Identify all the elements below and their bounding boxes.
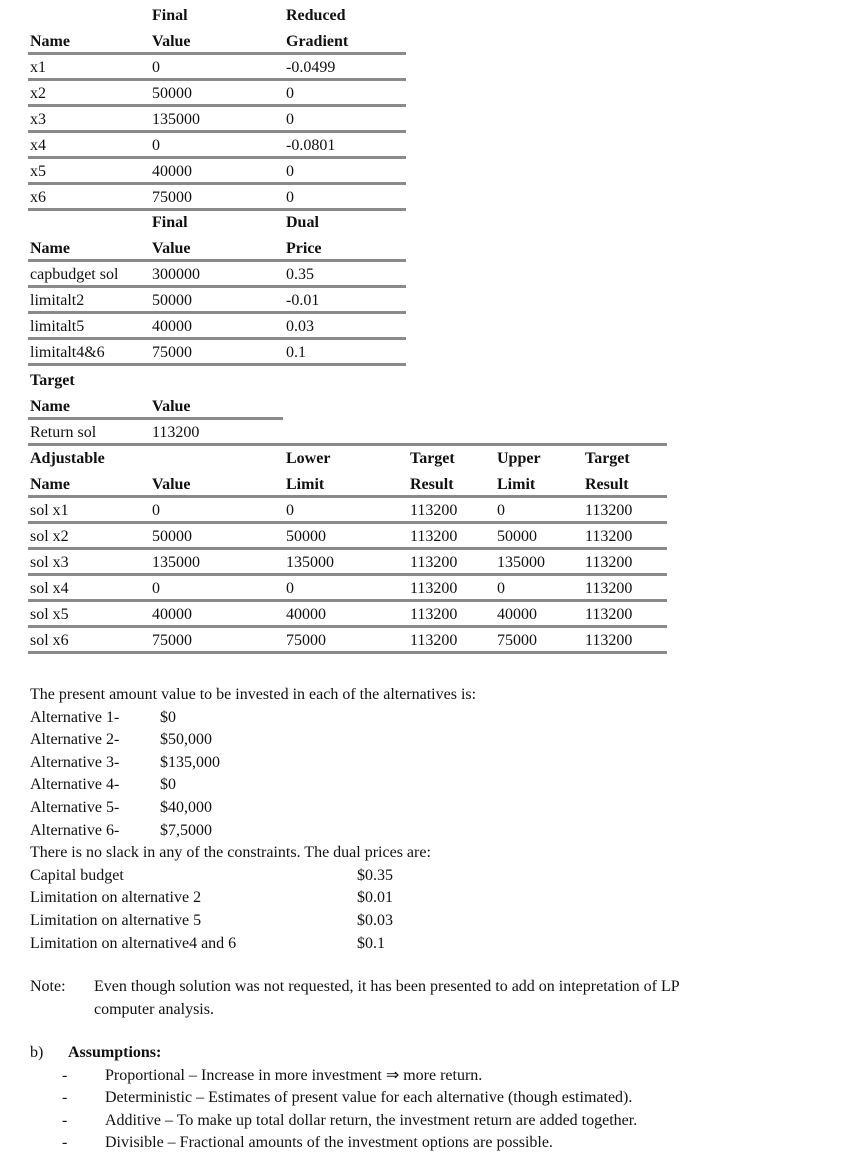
column-header: Value	[152, 240, 191, 257]
table-cell: 40000	[286, 606, 326, 623]
table-row	[28, 107, 406, 133]
table-cell: 75000	[286, 632, 326, 649]
dual-price-value: $0.35	[357, 866, 393, 884]
table-row	[28, 524, 667, 550]
header-row	[28, 368, 283, 394]
table-cell: 75000	[152, 632, 192, 649]
table-cell: 113200	[585, 632, 633, 649]
column-header: Lower	[286, 450, 331, 467]
table-cell: 113200	[410, 632, 458, 649]
table-cell: 0	[497, 502, 505, 519]
header-row	[28, 394, 283, 420]
table-cell: 0.1	[286, 344, 306, 361]
table-cell: sol x4	[30, 580, 69, 597]
dual-price-label: Limitation on alternative 5	[30, 911, 202, 929]
table-row	[28, 576, 667, 602]
header-row	[28, 210, 406, 236]
table-cell: 75000	[497, 632, 537, 649]
table-cell: 0	[286, 502, 294, 519]
table-cell: Return sol	[30, 424, 97, 441]
table-cell: 113200	[410, 554, 458, 571]
alternative-amount: $50,000	[160, 731, 212, 749]
table-cell: 0.03	[286, 318, 314, 335]
table-cell: 135000	[152, 111, 200, 128]
table-cell: 40000	[152, 606, 192, 623]
table-cell: -0.0801	[286, 137, 336, 154]
slack-text: There is no slack in any of the constraints. The dual prices are:	[30, 844, 431, 862]
alternative-amount: $40,000	[160, 798, 212, 816]
bullet-dash: -	[62, 1111, 68, 1129]
table-cell: limitalt5	[30, 318, 85, 335]
section-label: b)	[30, 1044, 44, 1061]
column-header: Name	[30, 33, 70, 50]
table-row	[28, 628, 667, 654]
assumption-text: Additive – To make up total dollar return, the investment return are added together.	[105, 1111, 638, 1129]
alternative-label: Alternative 1-	[30, 708, 120, 726]
table-cell: -0.01	[286, 292, 320, 309]
table-cell: limitalt4&6	[30, 344, 105, 361]
table-row	[28, 498, 667, 524]
column-header: Limit	[497, 476, 536, 493]
table-cell: -0.0499	[286, 59, 336, 76]
table-cell: 113200	[585, 606, 633, 623]
table-cell: 135000	[497, 554, 545, 571]
table-cell: 0	[152, 137, 160, 154]
table-row	[28, 81, 406, 107]
column-header: Target	[410, 450, 455, 467]
column-header: Value	[152, 33, 191, 50]
column-header: Price	[286, 240, 322, 257]
table-cell: x1	[30, 59, 46, 76]
column-header: Limit	[286, 476, 325, 493]
table-row	[28, 133, 406, 159]
table-row	[28, 185, 406, 211]
dual-price-label: Limitation on alternative4 and 6	[30, 934, 237, 952]
table-cell: 113200	[585, 580, 633, 597]
table-cell: 0.35	[286, 266, 314, 283]
note-line-1: Even though solution was not requested, it has been presented to add on intepretation of LP	[94, 978, 680, 995]
table-row	[28, 262, 406, 288]
table-cell: 40000	[152, 318, 192, 335]
column-header: Name	[30, 476, 70, 493]
table-cell: 40000	[152, 163, 192, 180]
header-row	[28, 472, 667, 498]
table-row	[28, 314, 406, 340]
table-cell: 113200	[410, 606, 458, 623]
alternative-label: Alternative 4-	[30, 776, 120, 794]
constraints-table	[28, 210, 406, 366]
column-header: Target	[585, 450, 630, 467]
table-cell: capbudget sol	[30, 266, 119, 283]
alternative-label: Alternative 2-	[30, 731, 120, 749]
table-row	[28, 550, 667, 576]
table-cell: sol x6	[30, 632, 69, 649]
table-cell: 50000	[152, 292, 192, 309]
table-cell: 113200	[585, 528, 633, 545]
bullet-dash: -	[62, 1089, 68, 1107]
table-cell: 113200	[585, 554, 633, 571]
assumption-text: Divisible – Fractional amounts of the investment options are possible.	[105, 1134, 553, 1152]
assumption-text: Deterministic – Estimates of present value for each alternative (though estimated).	[105, 1089, 633, 1107]
table-cell: x3	[30, 111, 46, 128]
table-cell: 50000	[152, 85, 192, 102]
dual-price-label: Capital budget	[30, 866, 124, 884]
column-header: Dual	[286, 214, 319, 231]
table-cell: x2	[30, 85, 46, 102]
table-cell: 135000	[152, 554, 200, 571]
table-cell: sol x1	[30, 502, 69, 519]
header-row	[28, 29, 406, 55]
alternative-amount: $7,5000	[160, 821, 212, 839]
table-row	[28, 159, 406, 185]
table-cell: 113200	[410, 502, 458, 519]
table-cell: 113200	[410, 528, 458, 545]
table-cell: 50000	[497, 528, 537, 545]
alternative-amount: $135,000	[160, 753, 220, 771]
table-cell: 0	[286, 111, 294, 128]
column-header: Value	[152, 476, 191, 493]
table-row	[28, 602, 667, 628]
table-cell: 0	[286, 580, 294, 597]
table-cell: 50000	[152, 528, 192, 545]
dual-price-label: Limitation on alternative 2	[30, 889, 202, 907]
table-cell: 40000	[497, 606, 537, 623]
alternative-label: Alternative 6-	[30, 821, 120, 839]
dual-price-value: $0.03	[357, 911, 393, 929]
column-header: Target	[30, 372, 75, 389]
column-header: Name	[30, 398, 70, 415]
table-cell: 0	[497, 580, 505, 597]
alternative-amount: $0	[160, 708, 176, 726]
table-cell: sol x5	[30, 606, 69, 623]
table-cell: sol x3	[30, 554, 69, 571]
table-cell: 0	[152, 580, 160, 597]
table-cell: 0	[286, 85, 294, 102]
alternative-label: Alternative 5-	[30, 798, 120, 816]
table-cell: 75000	[152, 344, 192, 361]
table-cell: limitalt2	[30, 292, 85, 309]
column-header: Reduced	[286, 7, 346, 24]
column-header: Adjustable	[30, 450, 105, 467]
table-cell: 0	[152, 502, 160, 519]
table-cell: x5	[30, 163, 46, 180]
table-row	[28, 55, 406, 81]
header-row	[28, 446, 667, 472]
dual-price-value: $0.01	[357, 889, 393, 907]
note-line-2: computer analysis.	[94, 1000, 214, 1018]
column-header: Final	[152, 214, 188, 231]
adjustable-table	[28, 443, 667, 654]
header-row	[28, 3, 406, 29]
table-cell: 0	[152, 59, 160, 76]
column-header: Gradient	[286, 33, 349, 50]
table-cell: 75000	[152, 189, 192, 206]
table-cell: 113200	[152, 424, 200, 441]
table-cell: x4	[30, 137, 46, 154]
table-cell: sol x2	[30, 528, 69, 545]
table-row	[28, 340, 406, 366]
table-cell: 135000	[286, 554, 334, 571]
table-cell: 50000	[286, 528, 326, 545]
target-table	[28, 368, 283, 446]
table-cell: 113200	[585, 502, 633, 519]
table-cell: x6	[30, 189, 46, 206]
table-cell: 0	[286, 163, 294, 180]
column-header: Final	[152, 7, 188, 24]
variables-table	[28, 3, 406, 211]
note-label: Note:	[30, 978, 66, 995]
section-title: Assumptions:	[68, 1044, 162, 1061]
column-header: Result	[585, 476, 629, 493]
table-cell: 0	[286, 189, 294, 206]
alternative-label: Alternative 3-	[30, 753, 120, 771]
header-row	[28, 236, 406, 262]
column-header: Name	[30, 240, 70, 257]
column-header: Upper	[497, 450, 541, 467]
table-row	[28, 288, 406, 314]
intro-text: The present amount value to be invested in each of the alternatives is:	[30, 686, 477, 703]
dual-price-value: $0.1	[357, 934, 385, 952]
column-header: Result	[410, 476, 454, 493]
table-cell: 300000	[152, 266, 200, 283]
bullet-dash: -	[62, 1066, 68, 1084]
bullet-dash: -	[62, 1134, 68, 1152]
column-header: Value	[152, 398, 191, 415]
table-cell: 113200	[410, 580, 458, 597]
assumption-text: Proportional – Increase in more investment ⇒ more return.	[105, 1066, 483, 1084]
alternative-amount: $0	[160, 776, 176, 794]
